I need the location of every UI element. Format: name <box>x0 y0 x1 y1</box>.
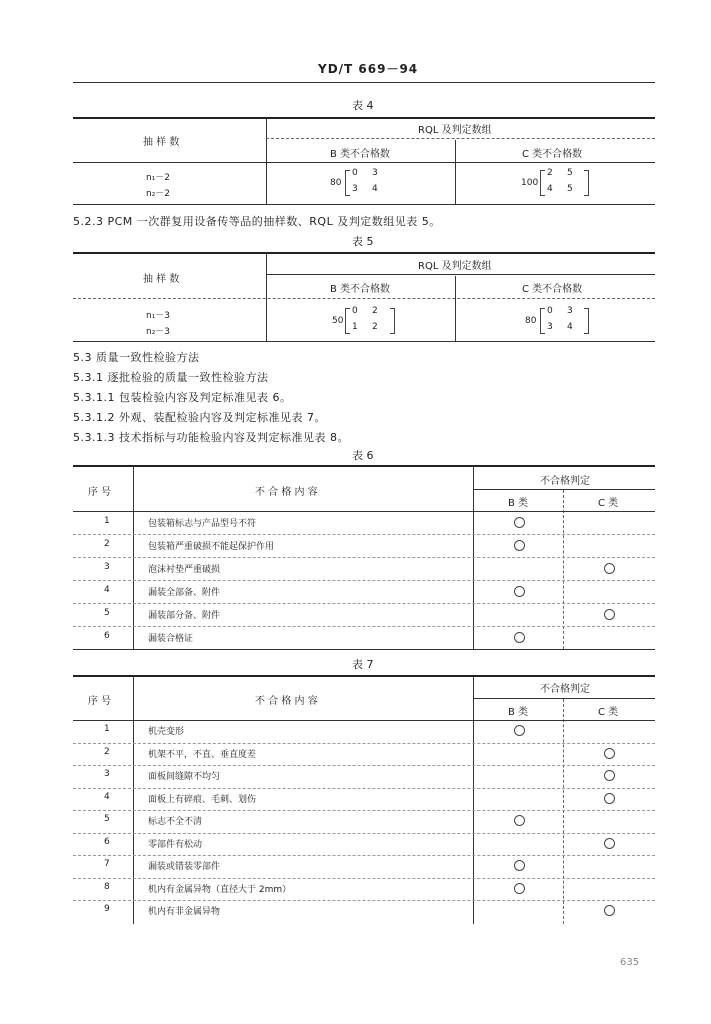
table7-header-c: C 类 <box>598 707 619 718</box>
table4-b-rql: 80 <box>330 178 342 188</box>
row-divider <box>73 855 655 856</box>
b-class-mark-icon <box>514 725 525 736</box>
table4-caption: 表 4 <box>352 99 374 112</box>
b-class-mark-icon <box>514 815 525 826</box>
row-number: 5 <box>104 607 110 618</box>
b-class-mark-icon <box>514 586 525 597</box>
row-number: 7 <box>104 859 110 870</box>
b-class-mark-icon <box>514 860 525 871</box>
table7-header-judge: 不合格判定 <box>540 684 590 695</box>
row-item: 漏装部分备、附件 <box>148 610 221 621</box>
b-class-mark-icon <box>514 540 525 551</box>
table6-header-c: C 类 <box>598 498 619 509</box>
row-item: 包装箱标志与产品型号不符 <box>148 518 257 529</box>
table5-b-rql: 50 <box>332 316 344 326</box>
row-divider <box>73 626 655 627</box>
b-class-mark-icon <box>514 883 525 894</box>
row-item: 面板间缝隙不均匀 <box>148 772 221 783</box>
table4-b-m2: 3 4 <box>352 184 378 194</box>
row-number: 3 <box>104 561 110 572</box>
table4-b-m1: 0 3 <box>352 168 378 178</box>
c-class-mark-icon <box>604 770 615 781</box>
row-item: 标志不全不清 <box>148 817 203 828</box>
row-divider <box>73 534 655 535</box>
b-class-mark-icon <box>514 517 525 528</box>
row-number: 6 <box>104 836 110 847</box>
table5-header-rql: RQL 及判定数组 <box>418 261 492 272</box>
row-number: 5 <box>104 814 110 825</box>
row-item: 零部件有松动 <box>148 839 203 850</box>
table5-row-n2: n₂－3 <box>146 327 171 337</box>
row-divider <box>73 833 655 834</box>
table6-header-item: 不 合 格 内 容 <box>255 487 318 498</box>
table6-caption: 表 6 <box>352 449 374 462</box>
table6-header-no: 序 号 <box>88 487 112 498</box>
row-number: 4 <box>104 791 110 802</box>
table5-caption: 表 5 <box>352 235 374 248</box>
para-5-3-1-2: 5.3.1.2 外观、装配检验内容及判定标准见表 7。 <box>73 411 326 424</box>
row-divider <box>73 765 655 766</box>
row-number: 1 <box>104 515 110 526</box>
row-number: 2 <box>104 538 110 549</box>
row-number: 8 <box>104 881 110 892</box>
table4-header-rql: RQL 及判定数组 <box>418 125 492 136</box>
row-divider <box>73 810 655 811</box>
table6-header-b: B 类 <box>508 498 529 509</box>
table4-c-m2: 4 5 <box>547 184 573 194</box>
page-number: 635 <box>620 957 640 968</box>
row-item: 机架不平，不直、垂直度差 <box>148 749 257 760</box>
row-item: 机壳变形 <box>148 727 185 738</box>
table4-row-n1: n₁－2 <box>146 173 171 183</box>
table5-c-m1: 0 3 <box>547 306 573 316</box>
c-class-mark-icon <box>604 838 615 849</box>
para-5-3-1: 5.3.1 逐批检验的质量一致性检验方法 <box>73 371 269 384</box>
standard-code: YD/T 669－94 <box>318 62 419 76</box>
row-number: 4 <box>104 584 110 595</box>
row-divider <box>73 900 655 901</box>
row-divider <box>73 557 655 558</box>
row-number: 6 <box>104 630 110 641</box>
para-5-2-3: 5.2.3 PCM 一次群复用设备传等品的抽样数、RQL 及判定数组见表 5。 <box>73 215 441 228</box>
table5-b-m1: 0 2 <box>352 306 378 316</box>
row-number: 3 <box>104 769 110 780</box>
row-number: 2 <box>104 746 110 757</box>
row-item: 漏装合格证 <box>148 633 194 644</box>
c-class-mark-icon <box>604 905 615 916</box>
table5-header-c: C 类不合格数 <box>522 284 583 295</box>
table4-header-sample: 抽 样 数 <box>143 137 180 148</box>
header-rule <box>73 82 655 83</box>
c-class-mark-icon <box>604 748 615 759</box>
row-divider <box>73 878 655 879</box>
para-5-3-1-3: 5.3.1.3 技术指标与功能检验内容及判定标准见表 8。 <box>73 431 349 444</box>
row-item: 机内有金属异物（直径大于 2mm） <box>148 884 292 895</box>
row-divider <box>73 743 655 744</box>
c-class-mark-icon <box>604 609 615 620</box>
row-item: 面板上有碎痕、毛刺、划伤 <box>148 794 257 805</box>
c-class-mark-icon <box>604 563 615 574</box>
table4-header-b: B 类不合格数 <box>330 149 391 160</box>
table4-c-m1: 2 5 <box>547 168 573 178</box>
table5-c-m2: 3 4 <box>547 322 573 332</box>
row-divider <box>73 788 655 789</box>
para-5-3: 5.3 质量一致性检验方法 <box>73 351 200 364</box>
table5-c-rql: 80 <box>525 316 537 326</box>
row-number: 1 <box>104 724 110 735</box>
table4-c-rql: 100 <box>521 178 539 188</box>
row-item: 泡沫衬垫严重破损 <box>148 564 221 575</box>
row-item: 包装箱严重破损不能起保护作用 <box>148 541 275 552</box>
row-item: 机内有非金属异物 <box>148 907 221 918</box>
table5-header-sample: 抽 样 数 <box>143 274 180 285</box>
table7-caption: 表 7 <box>352 658 374 671</box>
table7-header-item: 不 合 格 内 容 <box>255 696 318 707</box>
b-class-mark-icon <box>514 632 525 643</box>
table5-b-m2: 1 2 <box>352 322 378 332</box>
table5-header-b: B 类不合格数 <box>330 284 391 295</box>
row-divider <box>73 580 655 581</box>
para-5-3-1-1: 5.3.1.1 包装检验内容及判定标准见表 6。 <box>73 391 292 404</box>
c-class-mark-icon <box>604 793 615 804</box>
table4-row-n2: n₂－2 <box>146 189 171 199</box>
table7-header-no: 序 号 <box>88 696 112 707</box>
row-divider <box>73 603 655 604</box>
table5-row-n1: n₁－3 <box>146 311 171 321</box>
table7-header-b: B 类 <box>508 707 529 718</box>
row-item: 漏装或错装零部件 <box>148 862 221 873</box>
row-item: 漏装全部备、附件 <box>148 587 221 598</box>
row-number: 9 <box>104 904 110 915</box>
table4-header-c: C 类不合格数 <box>522 149 583 160</box>
table6-header-judge: 不合格判定 <box>540 476 590 487</box>
